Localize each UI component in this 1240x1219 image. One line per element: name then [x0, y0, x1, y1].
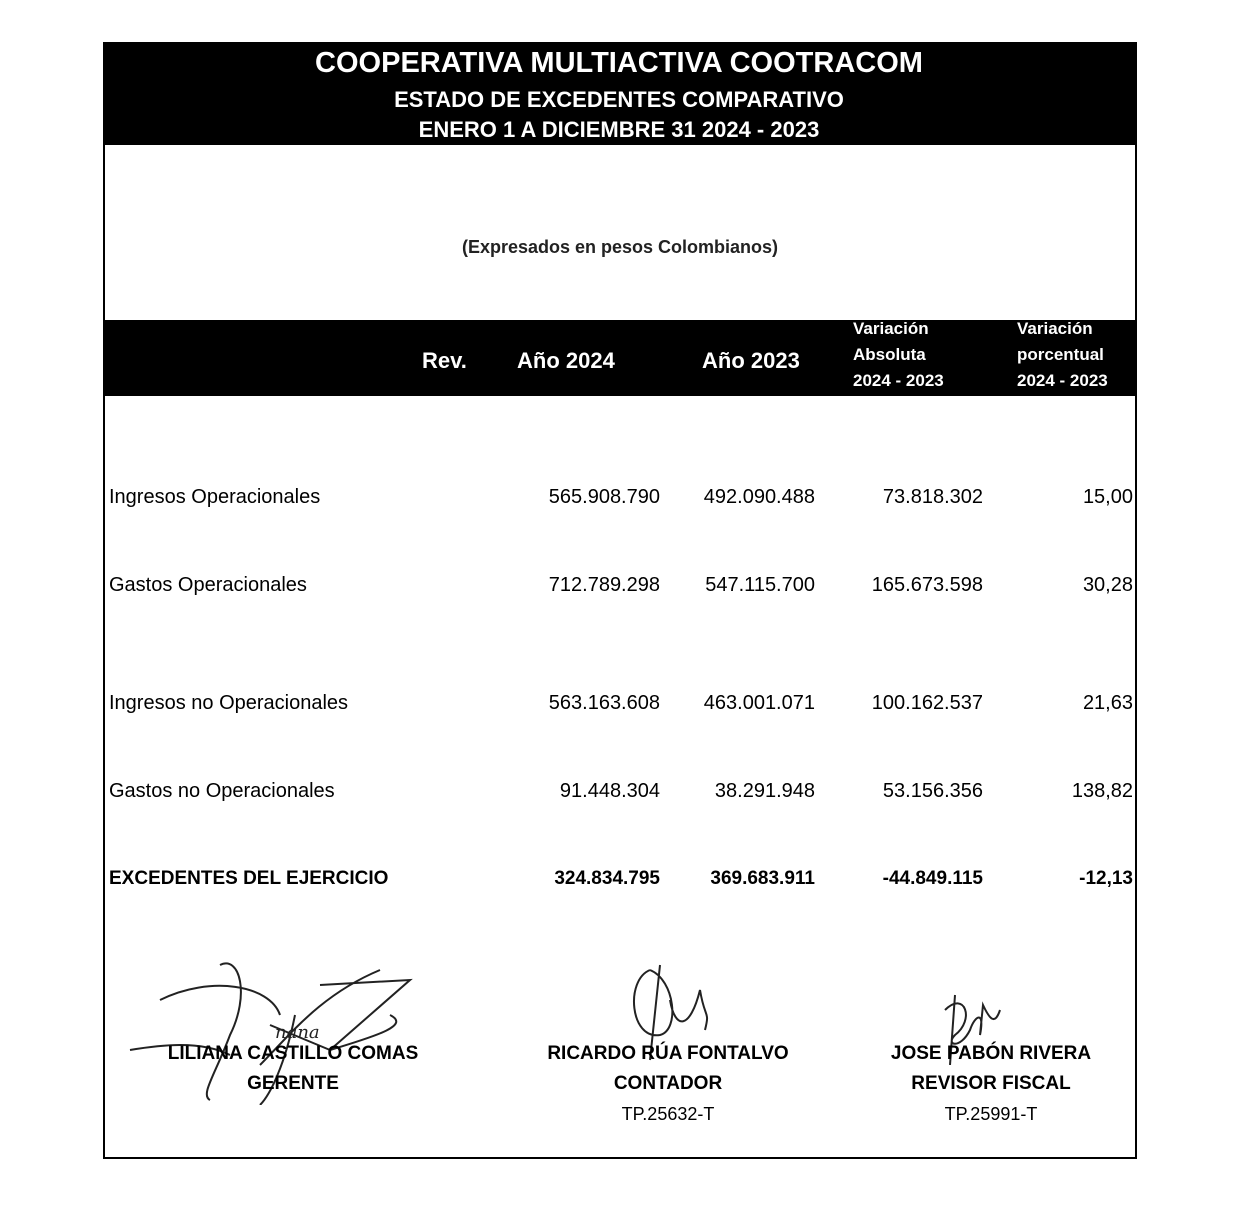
row-label: EXCEDENTES DEL EJERCICIO — [109, 868, 389, 889]
signer-role: REVISOR FISCAL — [911, 1073, 1071, 1094]
col-pct-line3: 2024 - 2023 — [1017, 371, 1108, 390]
table-header — [103, 320, 1135, 396]
table-row — [109, 780, 1133, 810]
signer-name: RICARDO RÚA FONTALVO — [547, 1043, 789, 1064]
signer-name: JOSE PABÓN RIVERA — [890, 1043, 1092, 1064]
col-pct-line1: Variación — [1017, 319, 1093, 338]
value-2023: 463.001.071 — [703, 692, 815, 714]
row-label: Gastos Operacionales — [109, 574, 307, 596]
signature-block-contador — [518, 1039, 818, 1129]
col-2024: Año 2024 — [517, 348, 615, 373]
row-label: Ingresos Operacionales — [109, 486, 321, 508]
table-row — [109, 574, 1133, 604]
value-pct-var: 138,82 — [1071, 780, 1133, 802]
signer-role: GERENTE — [247, 1073, 339, 1094]
signer-tp: TP.25632-T — [621, 1104, 715, 1124]
col-pct-line2: porcentual — [1017, 345, 1104, 364]
col-pct-var — [1017, 316, 1108, 394]
col-abs-line3: 2024 - 2023 — [853, 371, 944, 390]
value-abs-var: 100.162.537 — [871, 692, 983, 714]
col-abs-line2: Absoluta — [853, 345, 926, 364]
value-pct-var: 30,28 — [1082, 574, 1133, 596]
col-2023: Año 2023 — [702, 348, 800, 373]
company-name: COOPERATIVA MULTIACTIVA COOTRACOM — [315, 47, 923, 79]
svg-text:nana: nana — [275, 1022, 320, 1043]
value-2023: 492.090.488 — [703, 486, 815, 508]
value-2024: 324.834.795 — [554, 868, 660, 889]
value-abs-var: 53.156.356 — [882, 780, 983, 802]
value-2024: 563.163.608 — [548, 692, 660, 714]
signer-tp: TP.25991-T — [944, 1104, 1038, 1124]
table-row — [109, 486, 1133, 516]
value-2024: 565.908.790 — [548, 486, 660, 508]
col-abs-line1: Variación — [853, 319, 929, 338]
value-2023: 369.683.911 — [710, 868, 815, 889]
value-abs-var: 73.818.302 — [882, 486, 983, 508]
signer-name: LILIANA CASTILLO COMAS — [167, 1043, 419, 1064]
value-2023: 38.291.948 — [714, 780, 815, 802]
signature-block-gerente — [143, 1039, 443, 1099]
signer-role: CONTADOR — [613, 1073, 723, 1094]
col-abs-var — [853, 316, 944, 394]
value-2023: 547.115.700 — [705, 574, 815, 596]
value-2024: 91.448.304 — [559, 780, 660, 802]
table-row — [109, 692, 1133, 722]
value-abs-var: 165.673.598 — [871, 574, 983, 596]
col-rev: Rev. — [422, 348, 467, 373]
row-label: Gastos no Operacionales — [109, 780, 335, 802]
currency-note: (Expresados en pesos Colombianos) — [461, 237, 779, 257]
row-label: Ingresos no Operacionales — [109, 692, 349, 714]
statement-title: ESTADO DE EXCEDENTES COMPARATIVO — [394, 87, 844, 112]
value-pct-var: 15,00 — [1082, 486, 1133, 508]
signature-block-revisor — [841, 1039, 1141, 1129]
title-band — [103, 42, 1135, 145]
value-pct-var: -12,13 — [1079, 868, 1133, 889]
value-abs-var: -44.849.115 — [882, 868, 983, 889]
value-pct-var: 21,63 — [1082, 692, 1133, 714]
value-2024: 712.789.298 — [548, 574, 660, 596]
statement-period: ENERO 1 A DICIEMBRE 31 2024 - 2023 — [418, 117, 820, 142]
total-row — [109, 868, 1133, 898]
